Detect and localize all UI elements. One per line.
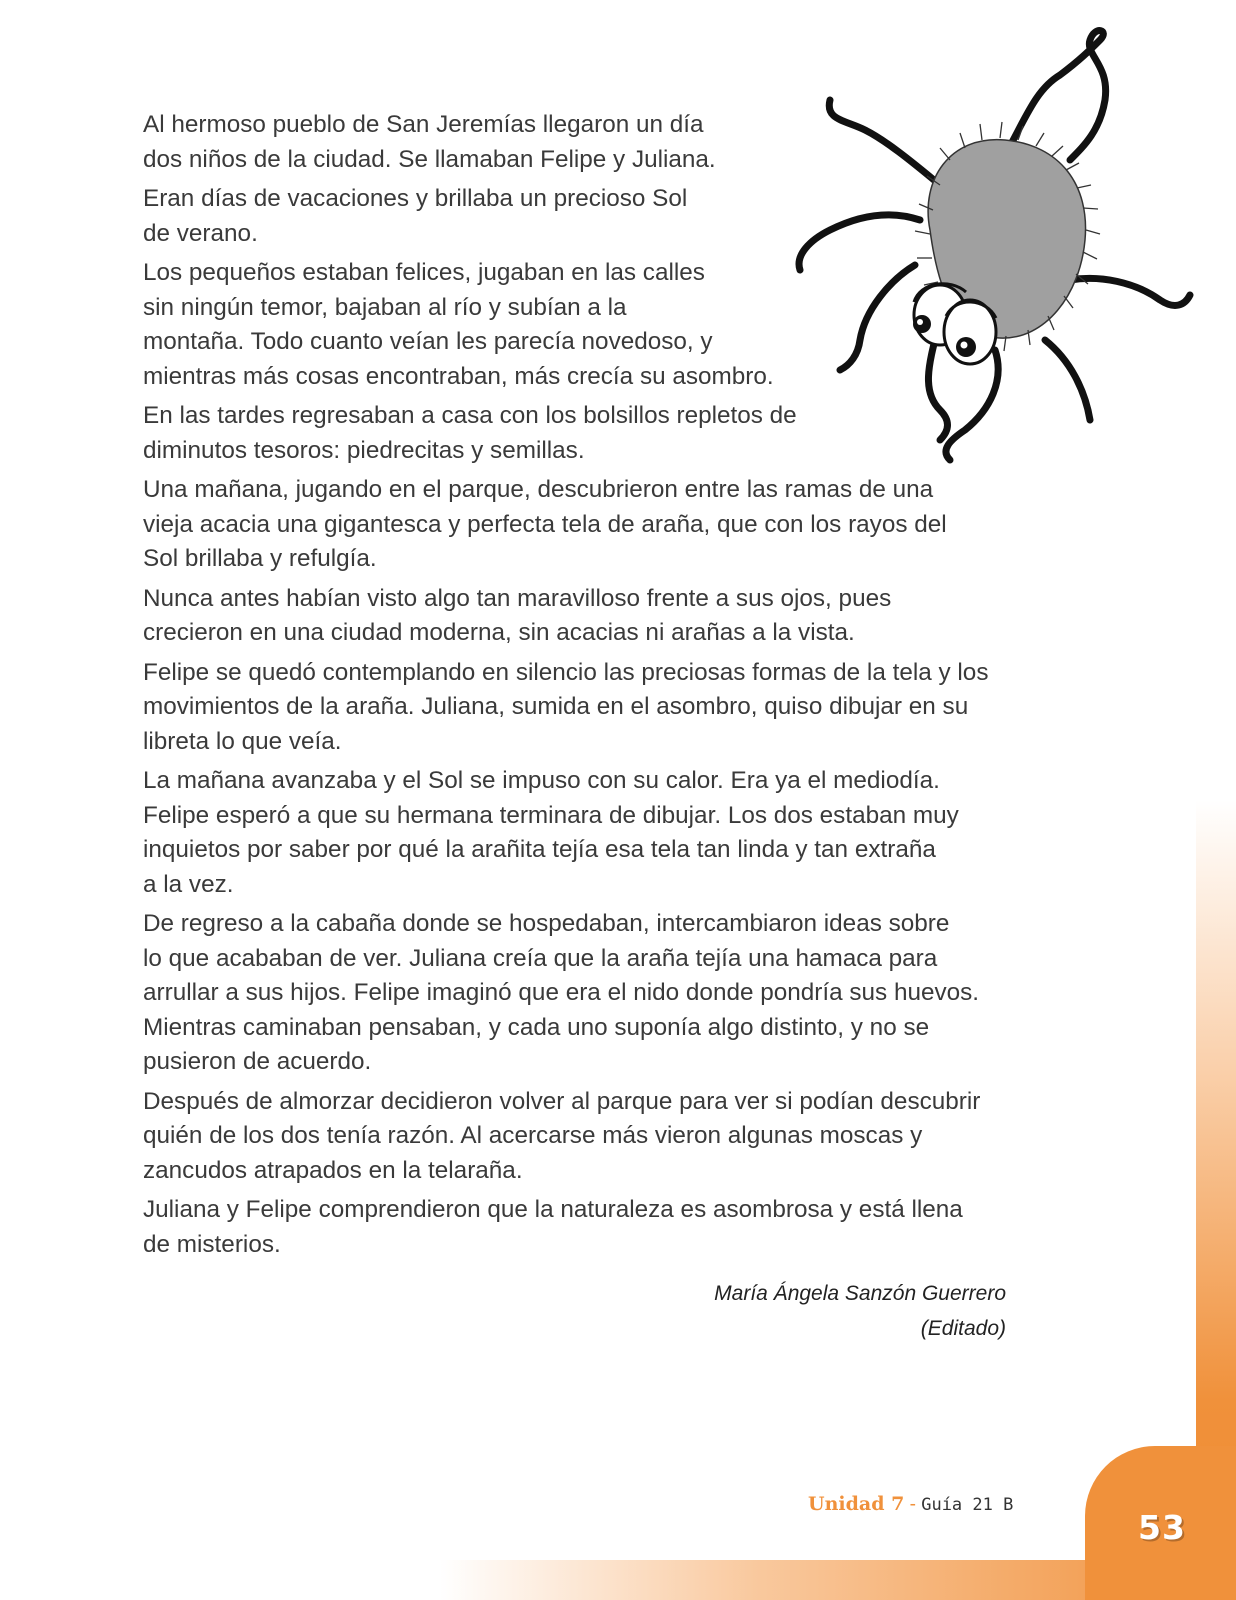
guide-label: Guía 21 B — [921, 1495, 1014, 1515]
story-text — [143, 108, 1013, 1267]
story-line: vieja acacia una gigantesca y perfecta tela de araña, que con los rayos del — [143, 510, 947, 538]
story-paragraph — [143, 764, 1013, 902]
story-line: Los pequeños estaban felices, jugaban en las calles — [143, 259, 705, 286]
story-paragraph — [143, 907, 1013, 1080]
story-line: Al hermoso pueblo de San Jeremías llegaron un día — [143, 111, 704, 138]
story-credit — [714, 1276, 1006, 1346]
story-paragraph — [143, 582, 1013, 651]
story-paragraph — [143, 656, 1013, 760]
story-line: Sol brillaba y refulgía. — [143, 545, 377, 572]
story-line: de misterios. — [143, 1230, 281, 1258]
story-paragraph — [143, 182, 1013, 251]
story-line: Juliana y Felipe comprendieron que la naturaleza es asombrosa y está llena — [143, 1196, 963, 1223]
story-line: Mientras caminaban pensaban, y cada uno suponía algo distinto, y no se — [143, 1013, 930, 1041]
page-number: 53 — [1138, 1508, 1186, 1547]
story-paragraph — [143, 1193, 1013, 1262]
story-paragraph — [143, 108, 1013, 177]
story-line: dos niños de la ciudad. Se llamaban Felipe y Juliana. — [143, 145, 716, 173]
story-line: diminutos tesoros: piedrecitas y semillas. — [143, 436, 585, 464]
story-line: mientras más cosas encontraban, más crecía su asombro. — [143, 362, 774, 390]
story-line: movimientos de la araña. Juliana, sumida en el asombro, quiso dibujar en su — [143, 693, 969, 720]
story-line: crecieron en una ciudad moderna, sin acacias ni arañas a la vista. — [143, 619, 855, 646]
story-paragraph — [143, 473, 1013, 577]
story-line: quién de los dos tenía razón. Al acercarse más vieron algunas moscas y — [143, 1122, 923, 1149]
footer-guide-label — [808, 1493, 1013, 1516]
story-line: Una mañana, jugando en el parque, descubrieron entre las ramas de una — [143, 476, 934, 503]
story-line: montaña. Todo cuanto veían les parecía novedoso, y — [143, 328, 713, 355]
story-line: arrullar a sus hijos. Felipe imaginó que era el nido donde pondría sus huevos. — [143, 979, 980, 1006]
story-paragraph — [143, 256, 1013, 394]
story-line: La mañana avanzaba y el Sol se impuso con su calor. Era ya el mediodía. — [143, 767, 940, 794]
story-line: Eran días de vacaciones y brillaba un precioso Sol — [143, 185, 688, 212]
story-line: pusieron de acuerdo. — [143, 1048, 372, 1075]
story-line: lo que acababan de ver. Juliana creía que la araña tejía una hamaca para — [143, 944, 938, 972]
story-line: libreta lo que veía. — [143, 727, 342, 755]
story-line: De regreso a la cabaña donde se hospedaban, intercambiaron ideas sobre — [143, 910, 950, 937]
story-line: inquietos por saber por qué la arañita tejía esa tela tan linda y tan extraña — [143, 836, 936, 863]
author-name: María Ángela Sanzón Guerrero — [714, 1282, 1006, 1305]
footer-separator: - — [909, 1494, 916, 1515]
edited-note: (Editado) — [920, 1317, 1006, 1340]
story-line: Felipe esperó a que su hermana terminara de dibujar. Los dos estaban muy — [143, 801, 959, 829]
story-line: sin ningún temor, bajaban al río y subían a la — [143, 293, 627, 321]
story-line: a la vez. — [143, 870, 234, 898]
story-line: Nunca antes habían visto algo tan maravilloso frente a sus ojos, pues — [143, 584, 892, 612]
story-line: Felipe se quedó contemplando en silencio las preciosas formas de la tela y los — [143, 658, 989, 686]
story-line: zancudos atrapados en la telaraña. — [143, 1156, 523, 1184]
story-line: Después de almorzar decidieron volver al parque para ver si podían descubrir — [143, 1087, 981, 1115]
story-line: En las tardes regresaban a casa con los bolsillos repletos de — [143, 402, 797, 429]
unit-label: Unidad 7 — [808, 1493, 905, 1515]
story-line: de verano. — [143, 219, 258, 247]
story-paragraph — [143, 399, 1013, 468]
story-paragraph — [143, 1085, 1013, 1189]
